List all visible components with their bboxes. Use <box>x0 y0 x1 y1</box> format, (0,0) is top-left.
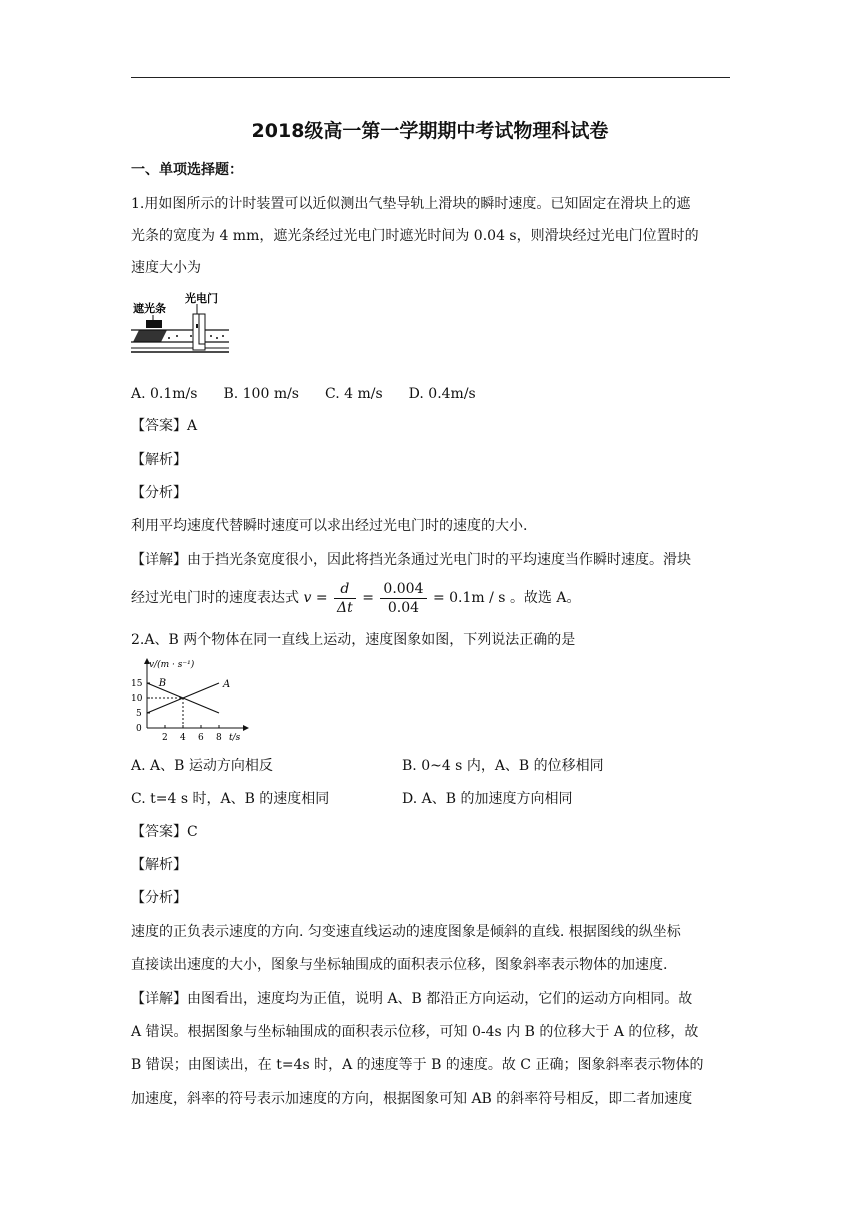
q1-jiexi: 【解析】 <box>131 452 187 468</box>
formula-eq-2: = <box>362 590 374 606</box>
formula-den-2: 0.04 <box>387 599 420 616</box>
y-axis-label: v/(m · s⁻¹) <box>149 660 195 670</box>
q2-option-b: B. 0~4 s 内，A、B 的位移相同 <box>402 758 604 774</box>
q1-detail-suffix: 。故选 A。 <box>509 590 581 606</box>
q1-fenxi: 【分析】 <box>131 485 187 501</box>
q2-detail-line-4: 加速度，斜率的符号表示加速度的方向，根据图象可知 AB 的斜率符号相反，即二者加速度 <box>131 1091 693 1107</box>
formula-frac-1 <box>334 580 356 617</box>
q2-detail-line-1: 【详解】由图看出，速度均为正值，说明 A、B 都沿正方向运动，它们的运动方向相同。故 <box>131 991 693 1007</box>
q1-text-line-1: 1.用如图所示的计时装置可以近似测出气垫导轨上滑块的瞬时速度。已知固定在滑块上的遮 <box>131 196 691 212</box>
header-rule <box>131 77 730 78</box>
q2-answer: 【答案】C <box>131 824 198 840</box>
q2-fenxi: 【分析】 <box>131 890 187 906</box>
formula-eq-1: = <box>315 590 328 606</box>
page-title: 2018级高一第一学期期中考试物理科试卷 <box>251 120 609 142</box>
x-tick-label: 8 <box>216 733 222 742</box>
q2-jiexi: 【解析】 <box>131 857 187 873</box>
velocity-time-chart <box>131 658 261 742</box>
q2-fenxi-line-1: 速度的正负表示速度的方向. 匀变速直线运动的速度图象是倾斜的直线. 根据图线的纵坐标 <box>131 924 681 940</box>
x-tick-label: 6 <box>198 733 204 742</box>
y-tick-label: 0 <box>136 724 142 734</box>
q1-text-line-2: 光条的宽度为 4 mm，遮光条经过光电门时遮光时间为 0.04 s，则滑块经过光电门位置时的 <box>131 228 699 244</box>
y-tick-label: 10 <box>131 694 143 704</box>
section-heading: 一、单项选择题： <box>131 162 243 178</box>
q2-option-d: D. A、B 的加速度方向相同 <box>402 791 573 807</box>
series-label-b: B <box>158 678 167 689</box>
q1-options <box>131 384 502 404</box>
x-axis-label: t/s <box>229 733 241 742</box>
x-axis-arrow <box>243 725 249 731</box>
q1-detail-line-2 <box>131 578 581 618</box>
q1-option-a: A. 0.1m/s <box>131 386 198 402</box>
x-tick-label: 2 <box>162 733 168 742</box>
formula-num-1: d <box>334 580 356 599</box>
q1-detail-prefix: 经过光电门时的速度表达式 <box>131 590 299 606</box>
q2-detail-line-3: B 错误；由图读出，在 t=4s 时，A 的速度等于 B 的速度。故 C 正确；图象斜率表示物体的 <box>131 1057 704 1073</box>
q1-detail-line-1: 【详解】由于挡光条宽度很小，因此将挡光条通过光电门时的平均速度当作瞬时速度。滑块 <box>131 552 691 568</box>
formula-v: v <box>303 590 312 606</box>
x-tick-label: 4 <box>180 733 186 742</box>
q2-option-c: C. t=4 s 时，A、B 的速度相同 <box>131 791 330 807</box>
q1-text-line-3: 速度大小为 <box>131 260 201 276</box>
formula-result: = 0.1m / s <box>432 590 506 606</box>
q2-detail-line-2: A 错误。根据图象与坐标轴围成的面积表示位移，可知 0-4s 内 B 的位移大于 A 的位移，故 <box>131 1024 699 1040</box>
gate-label: 光电门 <box>185 292 218 305</box>
y-tick-label: 5 <box>136 709 142 719</box>
q1-answer: 【答案】A <box>131 418 198 434</box>
photogate-figure <box>131 290 231 364</box>
q1-option-d: D. 0.4m/s <box>408 386 476 402</box>
formula-frac-2 <box>380 580 426 617</box>
q2-option-a: A. A、B 运动方向相反 <box>131 758 273 774</box>
q2-text: 2.A、B 两个物体在同一直线上运动，速度图象如图，下列说法正确的是 <box>131 632 576 648</box>
y-tick-label: 15 <box>131 679 143 689</box>
q1-option-c: C. 4 m/s <box>325 386 383 402</box>
q2-fenxi-line-2: 直接读出速度的大小，图象与坐标轴围成的面积表示位移，图象斜率表示物体的加速度. <box>131 957 668 973</box>
formula-num-2: 0.004 <box>380 580 426 599</box>
q1-option-b: B. 100 m/s <box>223 386 299 402</box>
formula-den-1: Δt <box>337 599 353 616</box>
strip-label: 遮光条 <box>133 302 166 315</box>
series-label-a: A <box>223 679 231 690</box>
q1-fenxi-text: 利用平均速度代替瞬时速度可以求出经过光电门时的速度的大小. <box>131 518 528 534</box>
